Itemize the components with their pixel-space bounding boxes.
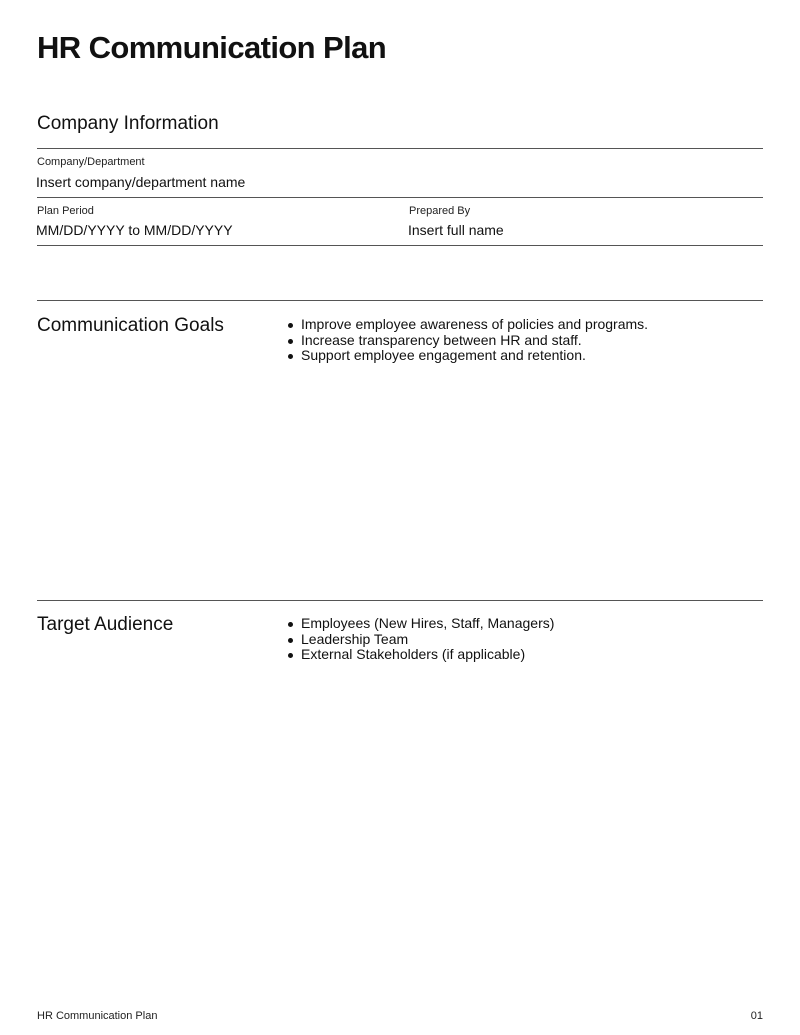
page-title: HR Communication Plan — [37, 30, 387, 65]
target-audience-heading: Target Audience — [37, 614, 174, 635]
plan-period-label: Plan Period — [37, 205, 94, 217]
footer-title: HR Communication Plan — [37, 1010, 158, 1022]
communication-goals-divider — [37, 300, 763, 301]
page-number: 01 — [750, 1010, 763, 1022]
prepared-by-label: Prepared By — [409, 205, 471, 217]
company-info-divider-middle — [37, 197, 763, 198]
company-info-divider-bottom — [37, 245, 763, 246]
target-audience-divider — [37, 600, 763, 601]
list-item: Employees (New Hires, Staff, Managers) — [287, 616, 554, 632]
prepared-by-field[interactable]: Insert full name — [408, 222, 504, 238]
company-info-divider-top — [37, 148, 763, 149]
communication-goals-list — [287, 317, 648, 364]
list-item: Leadership Team — [287, 632, 554, 648]
company-department-field[interactable]: Insert company/department name — [36, 174, 246, 190]
list-item: Improve employee awareness of policies and programs. — [287, 317, 648, 333]
list-item: Increase transparency between HR and staff. — [287, 333, 648, 349]
company-info-heading: Company Information — [37, 113, 219, 134]
target-audience-list — [287, 616, 554, 663]
list-item: External Stakeholders (if applicable) — [287, 647, 554, 663]
plan-period-field[interactable]: MM/DD/YYYY to MM/DD/YYYY — [36, 222, 233, 238]
list-item: Support employee engagement and retention. — [287, 348, 648, 364]
communication-goals-heading: Communication Goals — [37, 315, 224, 336]
company-department-label: Company/Department — [37, 156, 145, 168]
